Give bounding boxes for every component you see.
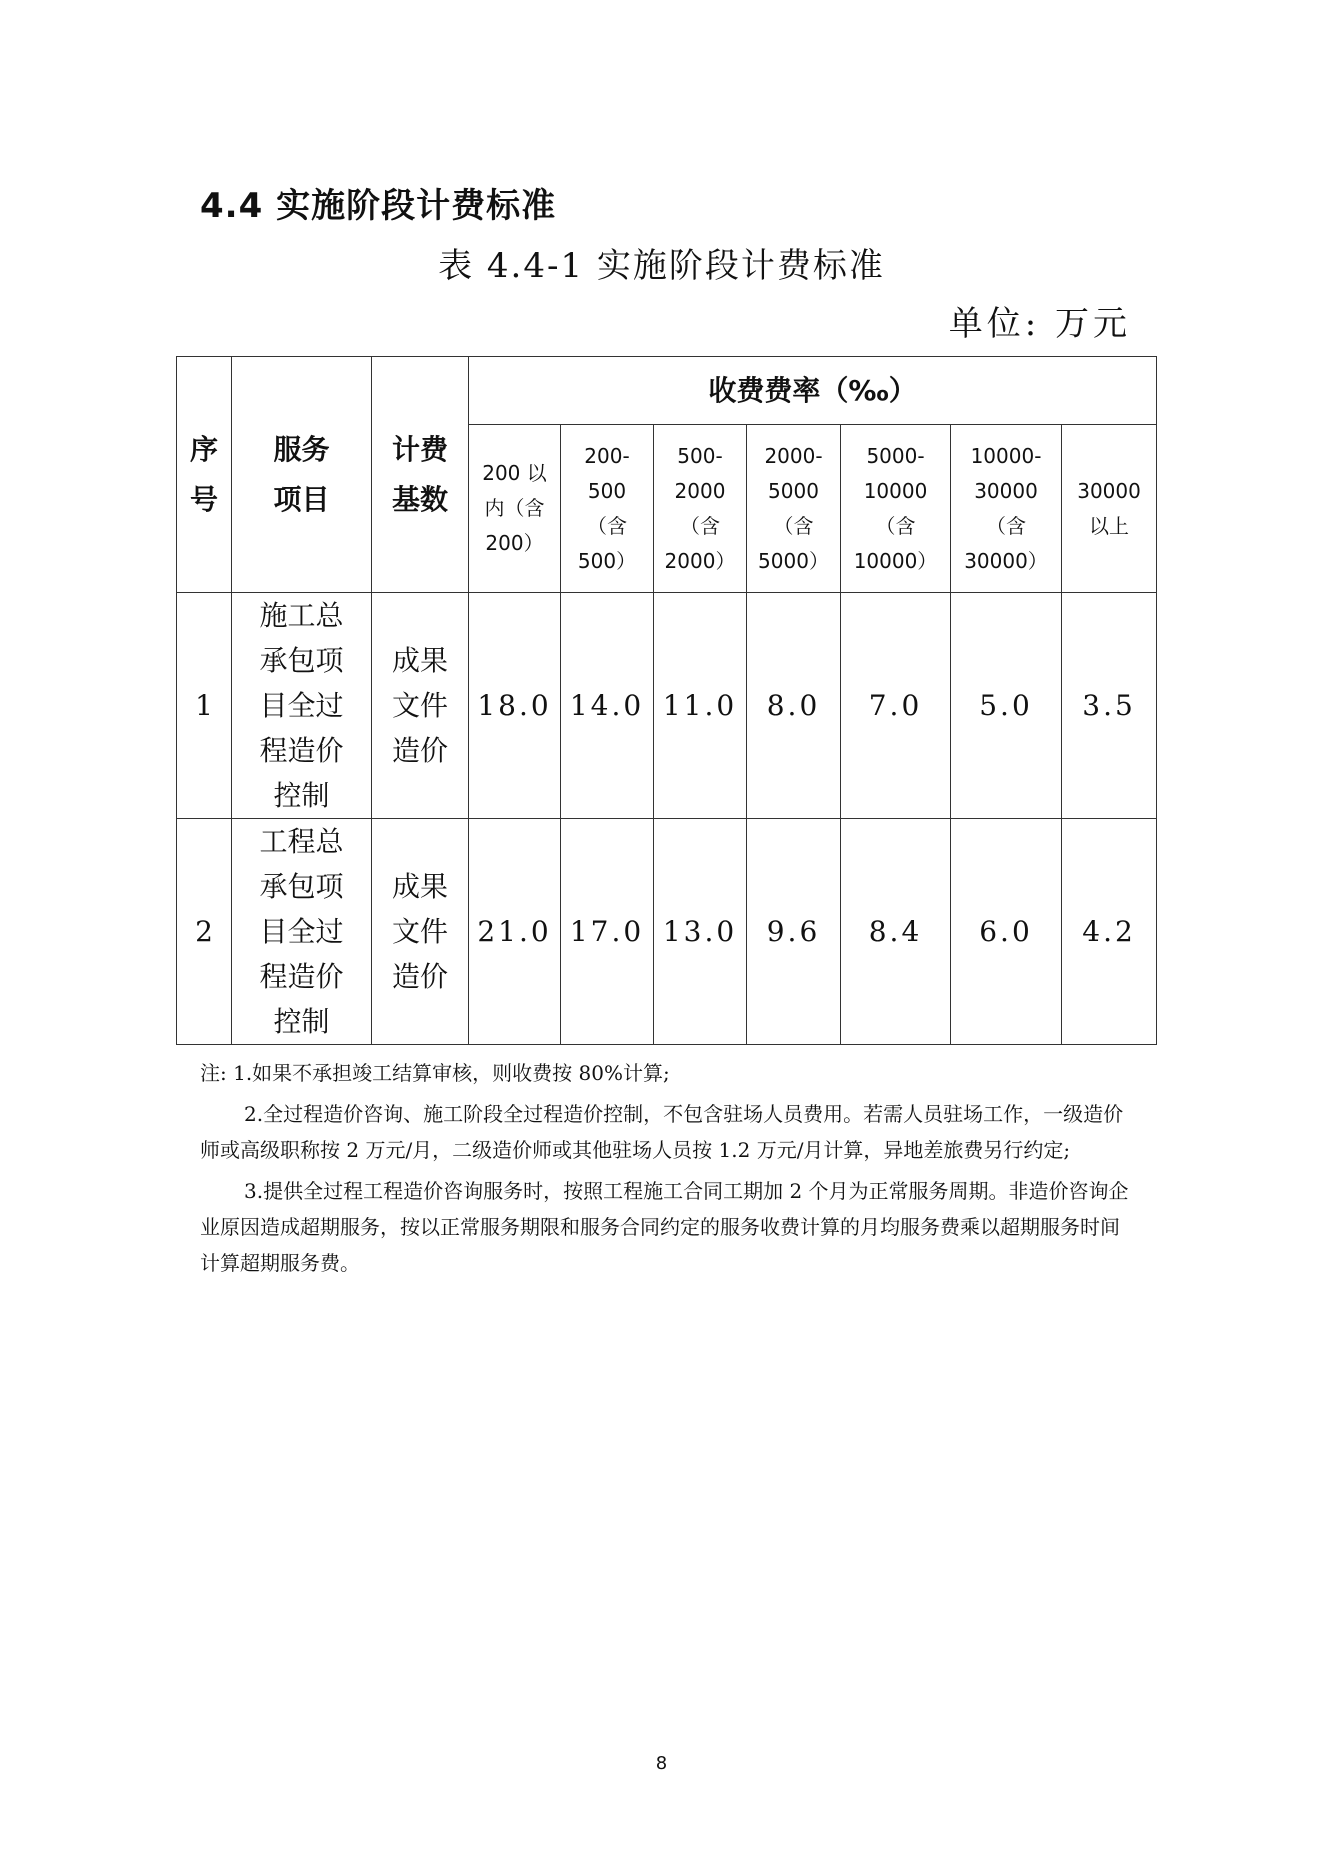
- notes-block: [200, 1055, 1135, 1286]
- row-service: 工程总 承包项 目全过 程造价 控制: [232, 819, 372, 1045]
- rate-value: 14.0: [561, 593, 654, 819]
- header-rate: 收费费率（‰）: [469, 357, 1157, 425]
- range-header: 2000- 5000 （含 5000）: [747, 425, 841, 593]
- row-service: 施工总 承包项 目全过 程造价 控制: [232, 593, 372, 819]
- header-basis: 计费 基数: [372, 357, 469, 593]
- rate-value: 13.0: [654, 819, 747, 1045]
- fee-table: [176, 356, 1157, 1045]
- range-header: 10000- 30000 （含 30000）: [951, 425, 1062, 593]
- range-header: 500- 2000 （含 2000）: [654, 425, 747, 593]
- row-seq: 1: [177, 593, 232, 819]
- rate-value: 18.0: [469, 593, 561, 819]
- rate-value: 8.4: [841, 819, 951, 1045]
- range-header: 200- 500 （含 500）: [561, 425, 654, 593]
- unit-label: 单位: 万元: [948, 304, 1131, 344]
- table-row: [177, 819, 1157, 1045]
- note-3: 3.提供全过程工程造价咨询服务时，按照工程施工合同工期加 2 个月为正常服务周期。非造价咨询企业原因造成超期服务，按以正常服务期限和服务合同约定的服务收费计算的月均服务费乘以超期服务时间计算超期服务费。: [200, 1179, 1129, 1275]
- page-number: 8: [655, 1753, 668, 1774]
- row-basis: 成果 文件 造价: [372, 819, 469, 1045]
- rate-value: 5.0: [951, 593, 1062, 819]
- rate-value: 7.0: [841, 593, 951, 819]
- rate-value: 8.0: [747, 593, 841, 819]
- row-seq: 2: [177, 819, 232, 1045]
- header-seq: 序 号: [177, 357, 232, 593]
- table-caption: 表 4.4-1 实施阶段计费标准: [438, 246, 885, 286]
- rate-value: 4.2: [1062, 819, 1157, 1045]
- note-2: 2.全过程造价咨询、施工阶段全过程造价控制，不包含驻场人员费用。若需人员驻场工作，一级造价师或高级职称按 2 万元/月，二级造价师或其他驻场人员按 1.2 万元/月计算，异地差旅费另行约定;: [200, 1102, 1124, 1162]
- section-heading: 4.4 实施阶段计费标准: [200, 186, 557, 226]
- table-row: [177, 593, 1157, 819]
- rate-value: 3.5: [1062, 593, 1157, 819]
- range-header: 5000- 10000 （含 10000）: [841, 425, 951, 593]
- rate-value: 6.0: [951, 819, 1062, 1045]
- rate-value: 9.6: [747, 819, 841, 1045]
- header-service: 服务 项目: [232, 357, 372, 593]
- row-basis: 成果 文件 造价: [372, 593, 469, 819]
- note-1: 注: 1.如果不承担竣工结算审核，则收费按 80%计算;: [200, 1061, 670, 1085]
- rate-value: 21.0: [469, 819, 561, 1045]
- rate-value: 11.0: [654, 593, 747, 819]
- rate-value: 17.0: [561, 819, 654, 1045]
- range-header: 200 以 内（含 200）: [469, 425, 561, 593]
- range-header: 30000 以上: [1062, 425, 1157, 593]
